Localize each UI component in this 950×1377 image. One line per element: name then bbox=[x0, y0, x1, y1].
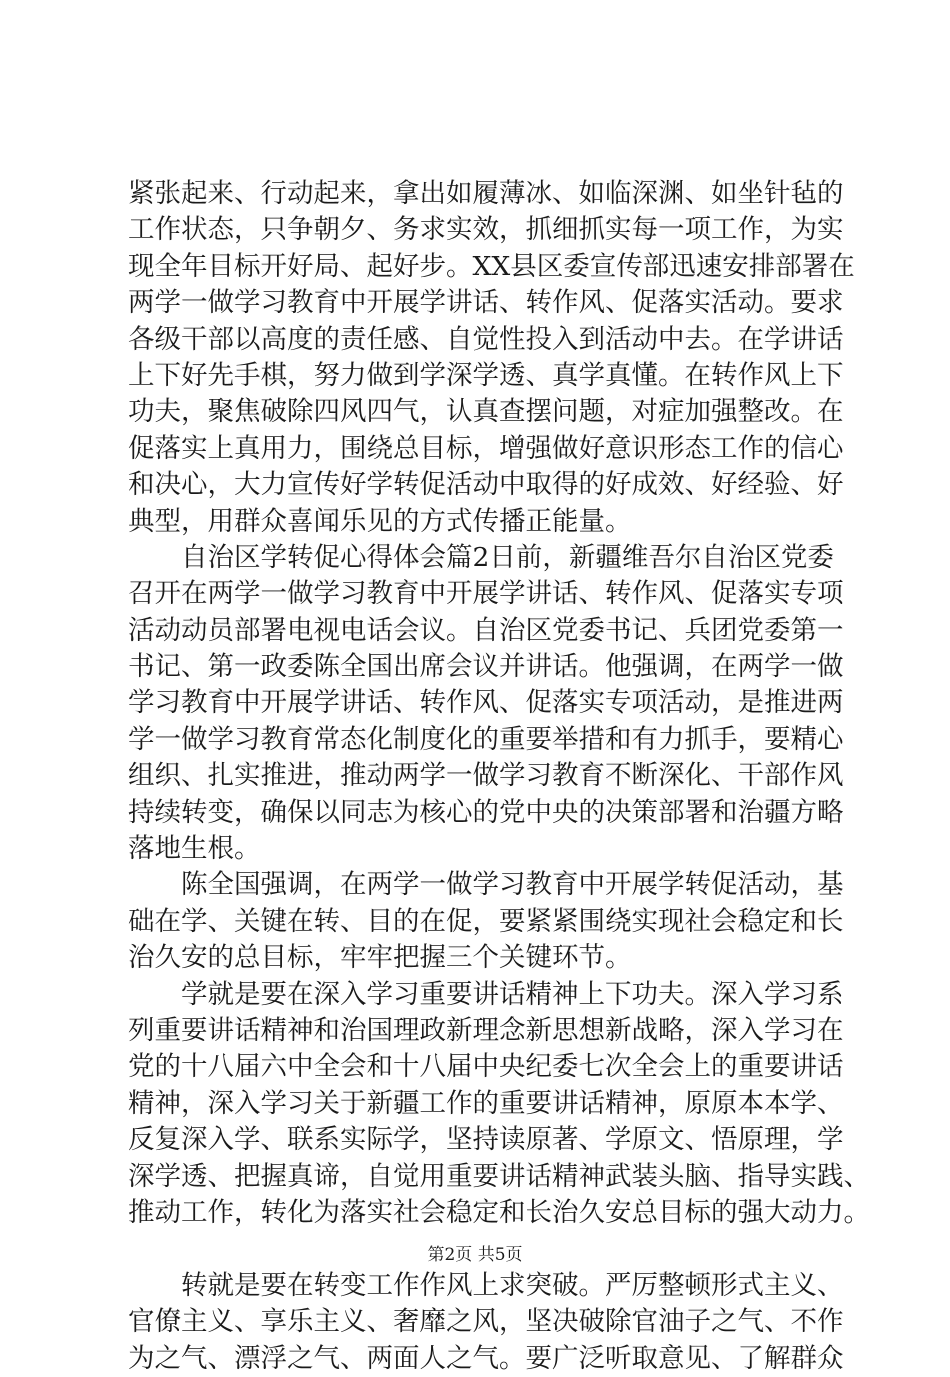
text-line: 学习教育中开展学讲话、转作风、促落实专项活动，是推进两 bbox=[128, 687, 844, 719]
text-line: 党的十八届六中全会和十八届中央纪委七次全会上的重要讲话 bbox=[128, 1051, 844, 1083]
text-line: 治久安的总目标，牢牢把握三个关键环节。 bbox=[128, 942, 632, 974]
text-line: 召开在两学一做学习教育中开展学讲话、转作风、促落实专项 bbox=[128, 578, 844, 610]
text-line: 两学一做学习教育中开展学讲话、转作风、促落实活动。要求 bbox=[128, 287, 844, 319]
page-footer: 第2页 共5页 bbox=[427, 1245, 523, 1265]
text-line: 现全年目标开好局、起好步。XX县区委宣传部迅速安排部署在 bbox=[128, 250, 855, 282]
text-line: 紧张起来、行动起来，拿出如履薄冰、如临深渊、如坐针毡的 bbox=[128, 178, 844, 209]
text-line: 上下好先手棋，努力做到学深学透、真学真懂。在转作风上下 bbox=[128, 359, 844, 391]
text-line: 和决心，大力宣传好学转促活动中取得的好成效、好经验、好 bbox=[128, 469, 844, 501]
text-line: 典型，用群众喜闻乐见的方式传播正能量。 bbox=[128, 505, 632, 537]
text-line: 深学透、把握真谛，自觉用重要讲话精神武装头脑、指导实践、 bbox=[128, 1160, 870, 1192]
text-line: 官僚主义、享乐主义、奢靡之风，坚决破除官油子之气、不作 bbox=[128, 1306, 844, 1338]
text-line: 学一做学习教育常态化制度化的重要举措和有力抓手，要精心 bbox=[128, 723, 844, 755]
text-line: 功夫，聚焦破除四风四气，认真查摆问题，对症加强整改。在 bbox=[128, 396, 844, 428]
text-line: 书记、第一政委陈全国出席会议并讲话。他强调，在两学一做 bbox=[128, 651, 844, 683]
text-line: 列重要讲话精神和治国理政新理念新思想新战略，深入学习在 bbox=[128, 1014, 844, 1046]
text-line: 组织、扎实推进，推动两学一做学习教育不断深化、干部作风 bbox=[128, 760, 844, 792]
text-line: 各级干部以高度的责任感、自觉性投入到活动中去。在学讲话 bbox=[128, 323, 844, 355]
text-line: 推动工作，转化为落实社会稳定和长治久安总目标的强大动力。 bbox=[128, 1196, 870, 1228]
text-line: 促落实上真用力，围绕总目标，增强做好意识形态工作的信心 bbox=[128, 432, 844, 464]
text-line: 自治区学转促心得体会篇2日前，新疆维吾尔自治区党委 bbox=[128, 541, 834, 573]
text-line: 反复深入学、联系实际学，坚持读原著、学原文、悟原理，学 bbox=[128, 1124, 844, 1156]
text-line: 础在学、关键在转、目的在促，要紧紧围绕实现社会稳定和长 bbox=[128, 905, 844, 937]
text-line: 为之气、漂浮之气、两面人之气。要广泛听取意见、了解群众 bbox=[128, 1342, 844, 1374]
body-text bbox=[128, 176, 870, 1377]
text-line: 活动动员部署电视电话会议。自治区党委书记、兵团党委第一 bbox=[128, 614, 844, 646]
text-line: 精神，深入学习关于新疆工作的重要讲话精神，原原本本学、 bbox=[128, 1087, 844, 1119]
text-line: 工作状态，只争朝夕、务求实效，抓细抓实每一项工作，为实 bbox=[128, 214, 844, 246]
text-line: 落地生根。 bbox=[128, 833, 261, 865]
text-line: 持续转变，确保以同志为核心的党中央的决策部署和治疆方略 bbox=[128, 796, 844, 828]
text-line: 陈全国强调，在两学一做学习教育中开展学转促活动，基 bbox=[128, 869, 844, 901]
text-line: 转就是要在转变工作作风上求突破。严厉整顿形式主义、 bbox=[128, 1269, 844, 1301]
text-line: 学就是要在深入学习重要讲话精神上下功夫。深入学习系 bbox=[128, 978, 844, 1010]
